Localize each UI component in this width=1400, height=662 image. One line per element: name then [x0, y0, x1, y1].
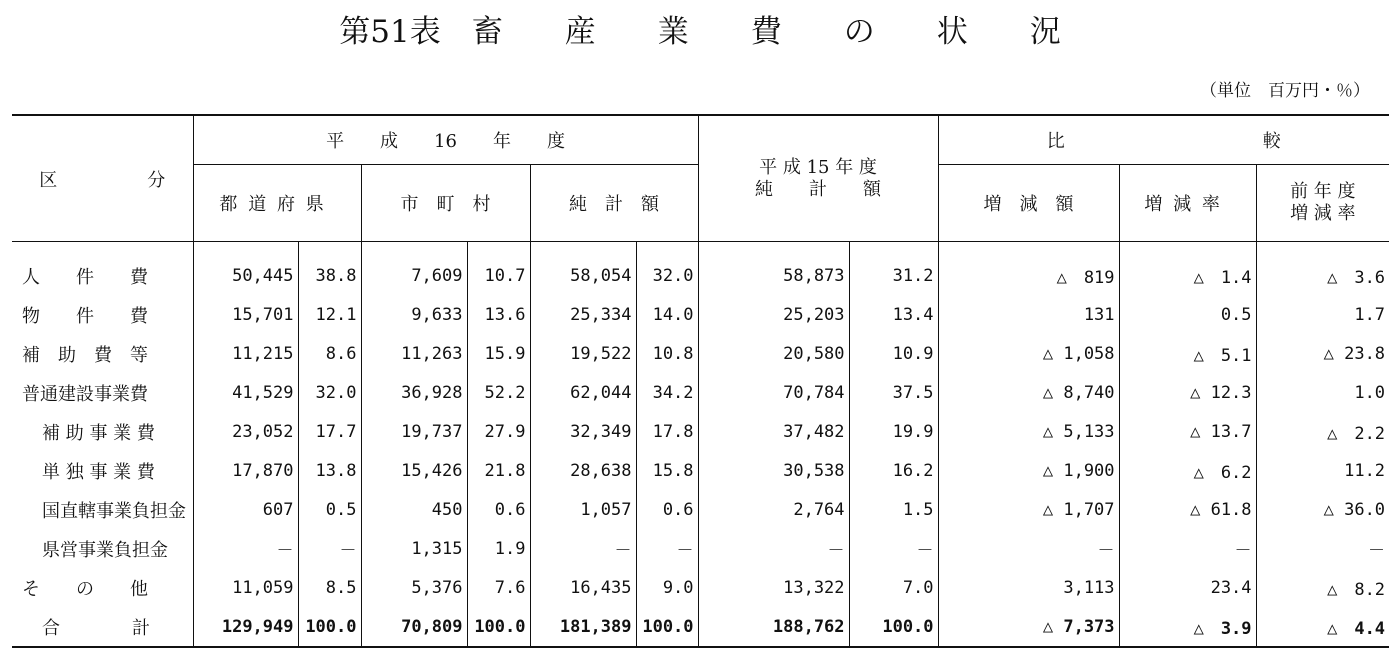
cell-net-ratio: 15.8: [636, 451, 698, 490]
cell-net-amount: 16,435: [530, 568, 636, 607]
cell-net-amount: 19,522: [530, 334, 636, 373]
header-change-rate: [1119, 165, 1256, 242]
cell-pref-ratio: 100.0: [298, 607, 361, 647]
cell-muni-ratio: 13.6: [467, 295, 530, 334]
cell-muni-ratio: 27.9: [467, 412, 530, 451]
header-prev-change-rate-label: 前 年 度 増 減 率: [1290, 181, 1356, 224]
cell-muni-ratio: 100.0: [467, 607, 530, 647]
cell-net-amount: 25,334: [530, 295, 636, 334]
cell-fy15-ratio: 13.4: [849, 295, 938, 334]
cell-change-amount: △ 7,373: [938, 607, 1119, 647]
cell-fy15-amount: －: [698, 529, 849, 568]
cell-pref-ratio: 38.8: [298, 242, 361, 296]
row-label: 補 助 費 等: [22, 344, 148, 366]
cell-muni-ratio: 0.6: [467, 490, 530, 529]
cell-net-ratio: 32.0: [636, 242, 698, 296]
cell-change-rate: △ 5.1: [1119, 334, 1256, 373]
cell-fy15-amount: 2,764: [698, 490, 849, 529]
header-municipality-label: 市 町 村: [400, 194, 491, 215]
row-label: 物 件 費: [22, 305, 148, 327]
header-prev-change-rate: [1256, 165, 1389, 242]
cell-net-ratio: －: [636, 529, 698, 568]
cell-change-rate: －: [1119, 529, 1256, 568]
cell-pref-ratio: 17.7: [298, 412, 361, 451]
cell-muni-amount: 1,315: [361, 529, 467, 568]
cell-pref-amount: 50,445: [193, 242, 298, 296]
table-row: [12, 490, 1389, 529]
cell-fy15-ratio: 7.0: [849, 568, 938, 607]
table-row: [12, 373, 1389, 412]
row-label: 人 件 費: [22, 266, 148, 288]
cell-pref-amount: －: [193, 529, 298, 568]
cell-muni-amount: 36,928: [361, 373, 467, 412]
table-row: [12, 242, 1389, 296]
cell-net-ratio: 14.0: [636, 295, 698, 334]
header-prefecture: [193, 165, 361, 242]
cell-pref-amount: 11,215: [193, 334, 298, 373]
header-prefecture-label: 都道府県: [219, 194, 335, 215]
cell-prev-change-rate: 1.7: [1256, 295, 1389, 334]
cell-muni-amount: 70,809: [361, 607, 467, 647]
cell-prev-change-rate: △ 8.2: [1256, 568, 1389, 607]
header-comparison-label: 比 較: [1046, 131, 1281, 152]
cell-fy15-ratio: 16.2: [849, 451, 938, 490]
cell-change-amount: △ 819: [938, 242, 1119, 296]
cell-prev-change-rate: △ 4.4: [1256, 607, 1389, 647]
cell-change-rate: △ 6.2: [1119, 451, 1256, 490]
cell-muni-ratio: 52.2: [467, 373, 530, 412]
cell-fy15-ratio: －: [849, 529, 938, 568]
cell-prev-change-rate: 11.2: [1256, 451, 1389, 490]
cell-change-amount: －: [938, 529, 1119, 568]
cell-muni-ratio: 10.7: [467, 242, 530, 296]
cell-net-ratio: 9.0: [636, 568, 698, 607]
cell-net-amount: 181,389: [530, 607, 636, 647]
cell-fy15-ratio: 100.0: [849, 607, 938, 647]
cell-muni-ratio: 21.8: [467, 451, 530, 490]
row-label: 国直轄事業負担金: [42, 500, 186, 522]
cell-net-ratio: 34.2: [636, 373, 698, 412]
cell-muni-amount: 19,737: [361, 412, 467, 451]
cell-pref-amount: 607: [193, 490, 298, 529]
cell-pref-ratio: 32.0: [298, 373, 361, 412]
row-label: そ の 他: [22, 578, 148, 600]
header-change-amount-label: 増 減 額: [983, 194, 1074, 215]
cell-muni-ratio: 7.6: [467, 568, 530, 607]
cell-net-amount: －: [530, 529, 636, 568]
cell-muni-amount: 15,426: [361, 451, 467, 490]
cell-net-ratio: 100.0: [636, 607, 698, 647]
header-fy16-label: 平 成 16 年 度: [326, 131, 565, 152]
cell-muni-amount: 11,263: [361, 334, 467, 373]
header-net-total: [530, 165, 698, 242]
cell-fy15-amount: 30,538: [698, 451, 849, 490]
cell-prev-change-rate: △ 3.6: [1256, 242, 1389, 296]
table-body: [12, 242, 1389, 648]
cell-fy15-amount: 13,322: [698, 568, 849, 607]
cell-net-ratio: 10.8: [636, 334, 698, 373]
cell-change-rate: 0.5: [1119, 295, 1256, 334]
cell-pref-ratio: 8.6: [298, 334, 361, 373]
header-comparison: [938, 115, 1389, 165]
cell-fy15-ratio: 31.2: [849, 242, 938, 296]
cell-fy15-amount: 20,580: [698, 334, 849, 373]
table-row: [12, 334, 1389, 373]
cell-net-amount: 32,349: [530, 412, 636, 451]
cell-change-amount: △ 1,058: [938, 334, 1119, 373]
table-row: [12, 451, 1389, 490]
table-row: [12, 568, 1389, 607]
header-category: [12, 115, 193, 242]
header-category-label: 区 分: [39, 169, 166, 191]
row-label: 補 助 事 業 費: [42, 422, 155, 444]
table-row: [12, 607, 1389, 647]
cell-prev-change-rate: 1.0: [1256, 373, 1389, 412]
cell-fy15-amount: 58,873: [698, 242, 849, 296]
header-fy16: [193, 115, 698, 165]
cell-pref-amount: 11,059: [193, 568, 298, 607]
table-row: [12, 529, 1389, 568]
cell-fy15-amount: 37,482: [698, 412, 849, 451]
cell-muni-amount: 450: [361, 490, 467, 529]
cell-net-amount: 62,044: [530, 373, 636, 412]
cell-change-amount: 3,113: [938, 568, 1119, 607]
cell-pref-ratio: 12.1: [298, 295, 361, 334]
header-municipality: [361, 165, 530, 242]
row-label: 合 計: [42, 617, 150, 639]
cell-net-amount: 28,638: [530, 451, 636, 490]
cell-fy15-ratio: 19.9: [849, 412, 938, 451]
cell-muni-ratio: 15.9: [467, 334, 530, 373]
cell-change-amount: △ 8,740: [938, 373, 1119, 412]
table-row: [12, 412, 1389, 451]
cell-change-rate: △ 1.4: [1119, 242, 1256, 296]
cell-change-rate: △ 12.3: [1119, 373, 1256, 412]
cell-fy15-amount: 70,784: [698, 373, 849, 412]
cell-net-ratio: 0.6: [636, 490, 698, 529]
cell-prev-change-rate: △ 23.8: [1256, 334, 1389, 373]
cell-fy15-ratio: 1.5: [849, 490, 938, 529]
cell-pref-ratio: －: [298, 529, 361, 568]
cell-fy15-amount: 25,203: [698, 295, 849, 334]
cell-change-amount: △ 1,900: [938, 451, 1119, 490]
cell-change-rate: △ 13.7: [1119, 412, 1256, 451]
cell-net-amount: 1,057: [530, 490, 636, 529]
header-change-rate-label: 増減率: [1144, 194, 1231, 215]
row-label: 単 独 事 業 費: [42, 461, 155, 483]
cell-muni-ratio: 1.9: [467, 529, 530, 568]
cell-change-rate: 23.4: [1119, 568, 1256, 607]
cell-change-amount: 131: [938, 295, 1119, 334]
cell-fy15-ratio: 10.9: [849, 334, 938, 373]
header-net-total-label: 純 計 額: [569, 194, 660, 215]
cell-pref-amount: 41,529: [193, 373, 298, 412]
cell-pref-amount: 23,052: [193, 412, 298, 451]
cell-pref-ratio: 8.5: [298, 568, 361, 607]
unit-note: （単位 百万円・％）: [1200, 81, 1370, 101]
row-label: 普通建設事業費: [22, 383, 148, 405]
cell-pref-amount: 129,949: [193, 607, 298, 647]
cell-change-rate: △ 61.8: [1119, 490, 1256, 529]
page-title: 第51表 畜 産 業 費 の 状 況: [339, 14, 1061, 50]
table-row: [12, 295, 1389, 334]
row-label: 県営事業負担金: [42, 539, 168, 561]
cell-fy15-ratio: 37.5: [849, 373, 938, 412]
cell-pref-amount: 15,701: [193, 295, 298, 334]
header-fy15: [698, 115, 938, 242]
cell-muni-amount: 5,376: [361, 568, 467, 607]
cell-fy15-amount: 188,762: [698, 607, 849, 647]
cell-pref-amount: 17,870: [193, 451, 298, 490]
cell-change-amount: △ 5,133: [938, 412, 1119, 451]
cell-pref-ratio: 13.8: [298, 451, 361, 490]
header-change-amount: [938, 165, 1119, 242]
cell-prev-change-rate: △ 36.0: [1256, 490, 1389, 529]
cell-pref-ratio: 0.5: [298, 490, 361, 529]
cell-prev-change-rate: △ 2.2: [1256, 412, 1389, 451]
cell-muni-amount: 9,633: [361, 295, 467, 334]
cell-prev-change-rate: －: [1256, 529, 1389, 568]
cell-change-rate: △ 3.9: [1119, 607, 1256, 647]
cell-net-ratio: 17.8: [636, 412, 698, 451]
cell-muni-amount: 7,609: [361, 242, 467, 296]
header-fy15-label: 平 成 15 年 度 純 計 額: [755, 156, 882, 200]
cell-net-amount: 58,054: [530, 242, 636, 296]
cell-change-amount: △ 1,707: [938, 490, 1119, 529]
expenditure-table: [12, 114, 1389, 648]
